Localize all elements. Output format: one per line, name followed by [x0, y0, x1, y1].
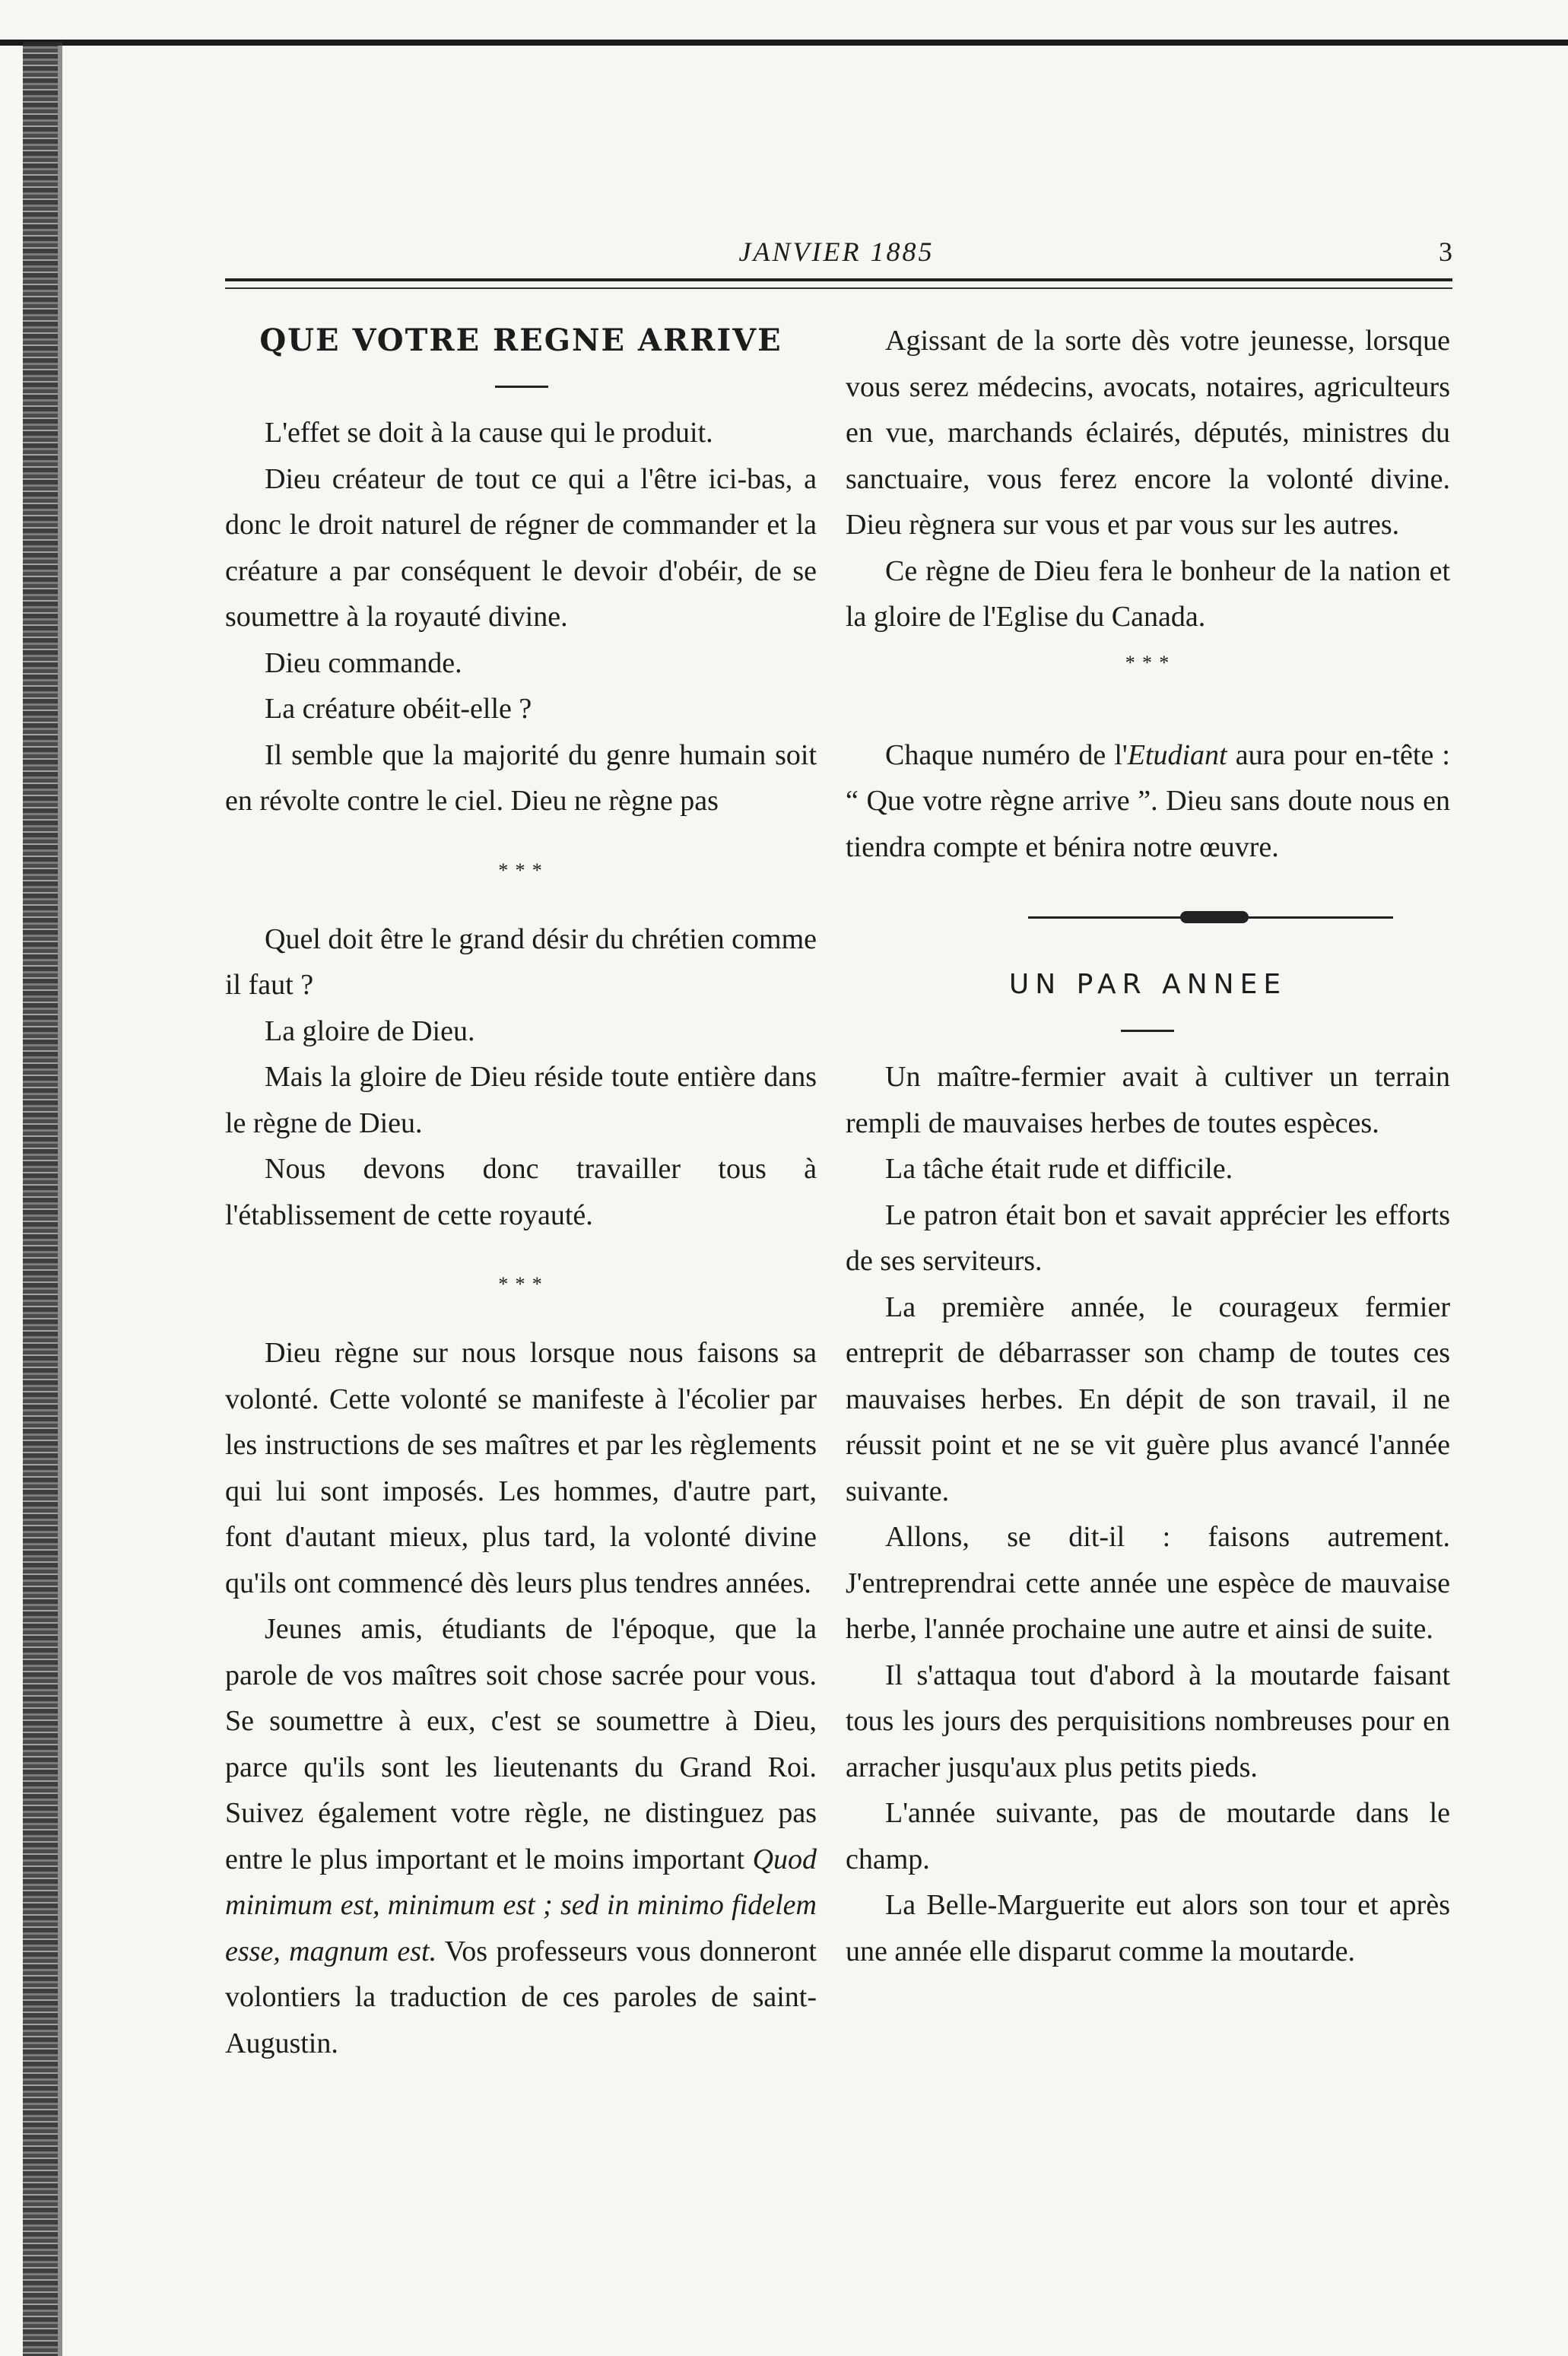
journal-name: Etudiant	[1127, 738, 1227, 771]
header-rule-thick	[225, 278, 1452, 281]
section-separator-stars: * * *	[1125, 651, 1171, 674]
article-title: UN PAR ANNEE	[1008, 969, 1287, 1000]
text: Vos professeurs vous donneront volontiers la traduction de ces paroles de saint-Augustin.	[225, 1935, 817, 2059]
page-number: 3	[1439, 237, 1452, 267]
running-title: JANVIER 1885	[738, 237, 935, 267]
section-separator-stars: * * *	[498, 1273, 544, 1295]
text: aura pour en-tête : “ Que votre règne arrive ”. Dieu sans doute nous en tiendra compte et bénira notre œuvre.	[846, 738, 1450, 863]
paragraph: L'année suivante, pas de moutarde dans le champ.	[846, 1797, 1450, 1875]
paragraph: Dieu créateur de tout ce qui a l'être ici-bas, a donc le droit naturel de régner de commander et la créature a par conséquent le devoir d'obéir, de se soumettre à la royauté divine.	[225, 462, 817, 633]
paragraph: Agissant de la sorte dès votre jeunesse, lorsque vous serez médecins, avocats, notaires, agriculteurs en vue, marchands éclairés, députés, ministres du sanctuaire, vous ferez encore la volonté divine. Dieu règnera sur vous et par vous sur les autres.	[846, 325, 1450, 541]
paragraph: Il s'attaqua tout d'abord à la moutarde faisant tous les jours des perquisitions nombreuses pour en arracher jusqu'aux plus petits pieds.	[846, 1659, 1450, 1783]
paragraph-chaque-numero	[846, 732, 1450, 871]
paragraph: Le patron était bon et savait apprécier les efforts de ses serviteurs.	[846, 1199, 1450, 1277]
title-dash	[225, 364, 817, 411]
paragraph: La première année, le courageux fermier entreprit de débarrasser son champ de toutes ces mauvaises herbes. En dépit de son travail, il ne réussit point et ne se vit guère plus avancé l'année suivante.	[846, 1291, 1450, 1507]
paragraph: Il semble que la majorité du genre humain soit en révolte contre le ciel. Dieu ne règne pas	[225, 738, 817, 817]
text: Chaque numéro de l'	[885, 738, 1128, 771]
paragraph: La tâche était rude et difficile.	[885, 1153, 1233, 1185]
article-divider-ornament	[846, 870, 1450, 962]
binding-edge	[23, 42, 58, 2356]
right-column	[846, 318, 1450, 1974]
paragraph: Un maître-fermier avait à cultiver un terrain rempli de mauvaises herbes de toutes espèces.	[846, 1061, 1450, 1139]
top-border	[0, 40, 1568, 46]
latin-quote: Quod minimum est, minimum est ; sed in minimo fidelem esse, magnum est.	[225, 1843, 817, 1967]
paragraph: La Belle-Marguerite eut alors son tour et après une année elle disparut comme la moutarde.	[846, 1889, 1450, 1967]
left-column	[225, 318, 817, 2066]
paragraph-jeunes-amis	[225, 1606, 817, 2066]
page-header	[221, 233, 1452, 278]
paragraph: La créature obéit-elle ?	[265, 693, 532, 725]
title-dash	[846, 1008, 1450, 1055]
paragraph: Quel doit être le grand désir du chrétien comme il faut ?	[225, 922, 817, 1001]
text: Jeunes amis, étudiants de l'époque, que la parole de vos maîtres soit chose sacrée pour vous. Se soumettre à eux, c'est se soumettre à Dieu, parce qu'ils sont les lieutenants du Grand Roi. Suivez également votre règle, ne distinguez pas entre le plus important et le moins important	[225, 1613, 817, 1875]
paragraph: Ce règne de Dieu fera le bonheur de la nation et la gloire de l'Eglise du Canada.	[846, 554, 1450, 633]
article-title: QUE VOTRE REGNE ARRIVE	[259, 322, 782, 358]
paragraph: Mais la gloire de Dieu réside toute entière dans le règne de Dieu.	[225, 1061, 817, 1139]
paragraph: Nous devons donc travailler tous à l'établissement de cette royauté.	[225, 1153, 817, 1231]
paragraph: L'effet se doit à la cause qui le produit.	[265, 417, 713, 449]
paragraph: Dieu commande.	[265, 646, 462, 679]
paragraph: La gloire de Dieu.	[265, 1014, 475, 1047]
binding-shadow	[58, 42, 62, 2356]
header-rule-thin	[225, 287, 1452, 289]
paragraph: Dieu règne sur nous lorsque nous faisons sa volonté. Cette volonté se manifeste à l'écolier par les instructions de ses maîtres et par les règlements qui lui sont imposés. Les hommes, d'autre part, font d'autant mieux, plus tard, la volonté divine qu'ils ont commencé dès leurs plus tendres années.	[225, 1337, 817, 1599]
section-separator-stars: * * *	[498, 859, 544, 881]
paragraph: Allons, se dit-il : faisons autrement. J'entreprendrai cette année une espèce de mauvaise herbe, l'année prochaine une autre et ainsi de suite.	[846, 1521, 1450, 1645]
